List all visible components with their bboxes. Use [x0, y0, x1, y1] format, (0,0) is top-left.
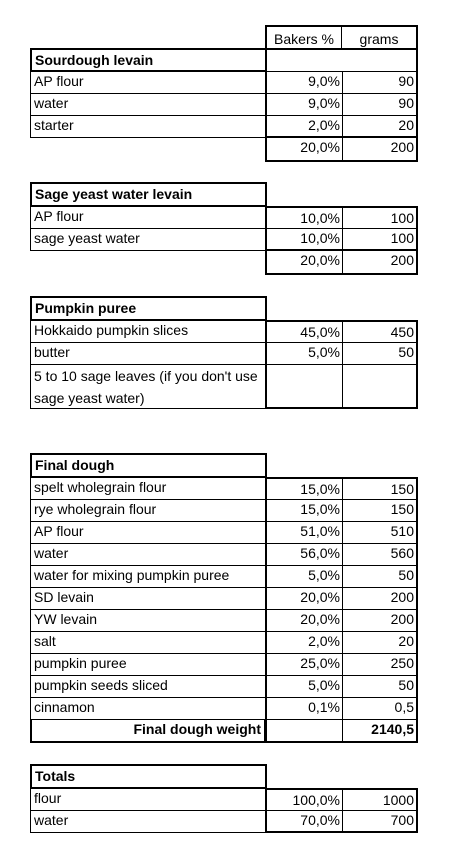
header-grams: grams — [342, 25, 418, 50]
final-dough-row-grams: 0,5 — [342, 697, 418, 720]
sourdough-row-label: water — [30, 93, 265, 116]
final-dough-row-label: AP flour — [30, 521, 265, 544]
final-dough-row-pct: 51,0% — [265, 521, 342, 544]
section-title-pumpkin-puree: Pumpkin puree — [30, 296, 267, 321]
final-dough-row-pct: 20,0% — [265, 609, 342, 632]
final-dough-row-grams: 250 — [342, 653, 418, 676]
header-bakers-pct: Bakers % — [265, 25, 342, 50]
section-title-final-dough: Final dough — [30, 453, 267, 478]
sage-row-label: AP flour — [30, 206, 265, 229]
final-dough-row-pct: 5,0% — [265, 565, 342, 588]
pumpkin-note-grams-blank — [342, 364, 418, 409]
final-dough-row-pct: 5,0% — [265, 675, 342, 698]
final-dough-row-pct: 2,0% — [265, 631, 342, 654]
final-dough-row-label: YW levain — [30, 609, 265, 632]
sourdough-row-pct: 9,0% — [265, 71, 342, 94]
final-dough-row-pct: 0,1% — [265, 697, 342, 720]
final-dough-row-grams: 510 — [342, 521, 418, 544]
final-dough-row-grams: 200 — [342, 609, 418, 632]
final-dough-row-label: rye wholegrain flour — [30, 499, 265, 522]
sage-total-pct: 20,0% — [265, 250, 342, 275]
sourdough-row-pct: 2,0% — [265, 115, 342, 138]
final-dough-row-label: pumpkin seeds sliced — [30, 675, 265, 698]
sourdough-total-pct: 20,0% — [265, 137, 342, 162]
final-dough-row-label: water for mixing pumpkin puree — [30, 565, 265, 588]
sourdough-row-grams: 90 — [342, 71, 418, 94]
final-dough-row-grams: 50 — [342, 565, 418, 588]
final-dough-row-grams: 150 — [342, 499, 418, 522]
pumpkin-row-pct: 5,0% — [265, 342, 342, 365]
section-title-sourdough-levain: Sourdough levain — [30, 48, 267, 72]
final-dough-row-pct: 15,0% — [265, 499, 342, 522]
totals-row-pct: 70,0% — [265, 810, 342, 833]
totals-row-grams: 1000 — [342, 788, 418, 811]
final-dough-row-label: cinnamon — [30, 697, 265, 720]
totals-row-pct: 100,0% — [265, 788, 342, 811]
pumpkin-row-label: Hokkaido pumpkin slices — [30, 320, 265, 343]
pumpkin-note-pct-blank — [265, 364, 342, 409]
final-dough-row-pct: 15,0% — [265, 477, 342, 500]
sage-row-label: sage yeast water — [30, 228, 265, 251]
pumpkin-note: 5 to 10 sage leaves (if you don't use sage yeast water) — [30, 364, 265, 409]
sourdough-row-grams: 90 — [342, 93, 418, 116]
final-dough-weight-pct-blank — [265, 719, 342, 743]
final-dough-weight-label: Final dough weight — [30, 719, 265, 743]
final-dough-row-pct: 25,0% — [265, 653, 342, 676]
sourdough-total-grams: 200 — [342, 137, 418, 162]
final-dough-row-label: SD levain — [30, 587, 265, 610]
final-dough-row-grams: 50 — [342, 675, 418, 698]
sourdough-row-grams: 20 — [342, 115, 418, 138]
pumpkin-row-pct: 45,0% — [265, 320, 342, 343]
final-dough-row-pct: 56,0% — [265, 543, 342, 566]
totals-row-label: water — [30, 810, 265, 833]
final-dough-row-pct: 20,0% — [265, 587, 342, 610]
sourdough-row-label: starter — [30, 115, 265, 138]
final-dough-row-grams: 560 — [342, 543, 418, 566]
final-dough-row-label: spelt wholegrain flour — [30, 477, 265, 500]
sage-row-grams: 100 — [342, 206, 418, 229]
final-dough-weight-value: 2140,5 — [342, 719, 418, 743]
sourdough-row-pct: 9,0% — [265, 93, 342, 116]
totals-row-label: flour — [30, 788, 265, 811]
pumpkin-row-grams: 450 — [342, 320, 418, 343]
totals-row-grams: 700 — [342, 810, 418, 833]
final-dough-row-grams: 200 — [342, 587, 418, 610]
sage-total-grams: 200 — [342, 250, 418, 275]
final-dough-row-grams: 20 — [342, 631, 418, 654]
sage-row-pct: 10,0% — [265, 206, 342, 229]
final-dough-row-label: pumpkin puree — [30, 653, 265, 676]
pumpkin-row-grams: 50 — [342, 342, 418, 365]
pumpkin-row-label: butter — [30, 342, 265, 365]
sage-row-pct: 10,0% — [265, 228, 342, 251]
section-title-totals: Totals — [30, 764, 267, 789]
sage-row-grams: 100 — [342, 228, 418, 251]
sourdough-levain-header-blank — [265, 48, 418, 72]
final-dough-row-grams: 150 — [342, 477, 418, 500]
final-dough-row-label: water — [30, 543, 265, 566]
final-dough-row-label: salt — [30, 631, 265, 654]
section-title-sage-levain: Sage yeast water levain — [30, 182, 267, 207]
sourdough-row-label: AP flour — [30, 71, 265, 94]
